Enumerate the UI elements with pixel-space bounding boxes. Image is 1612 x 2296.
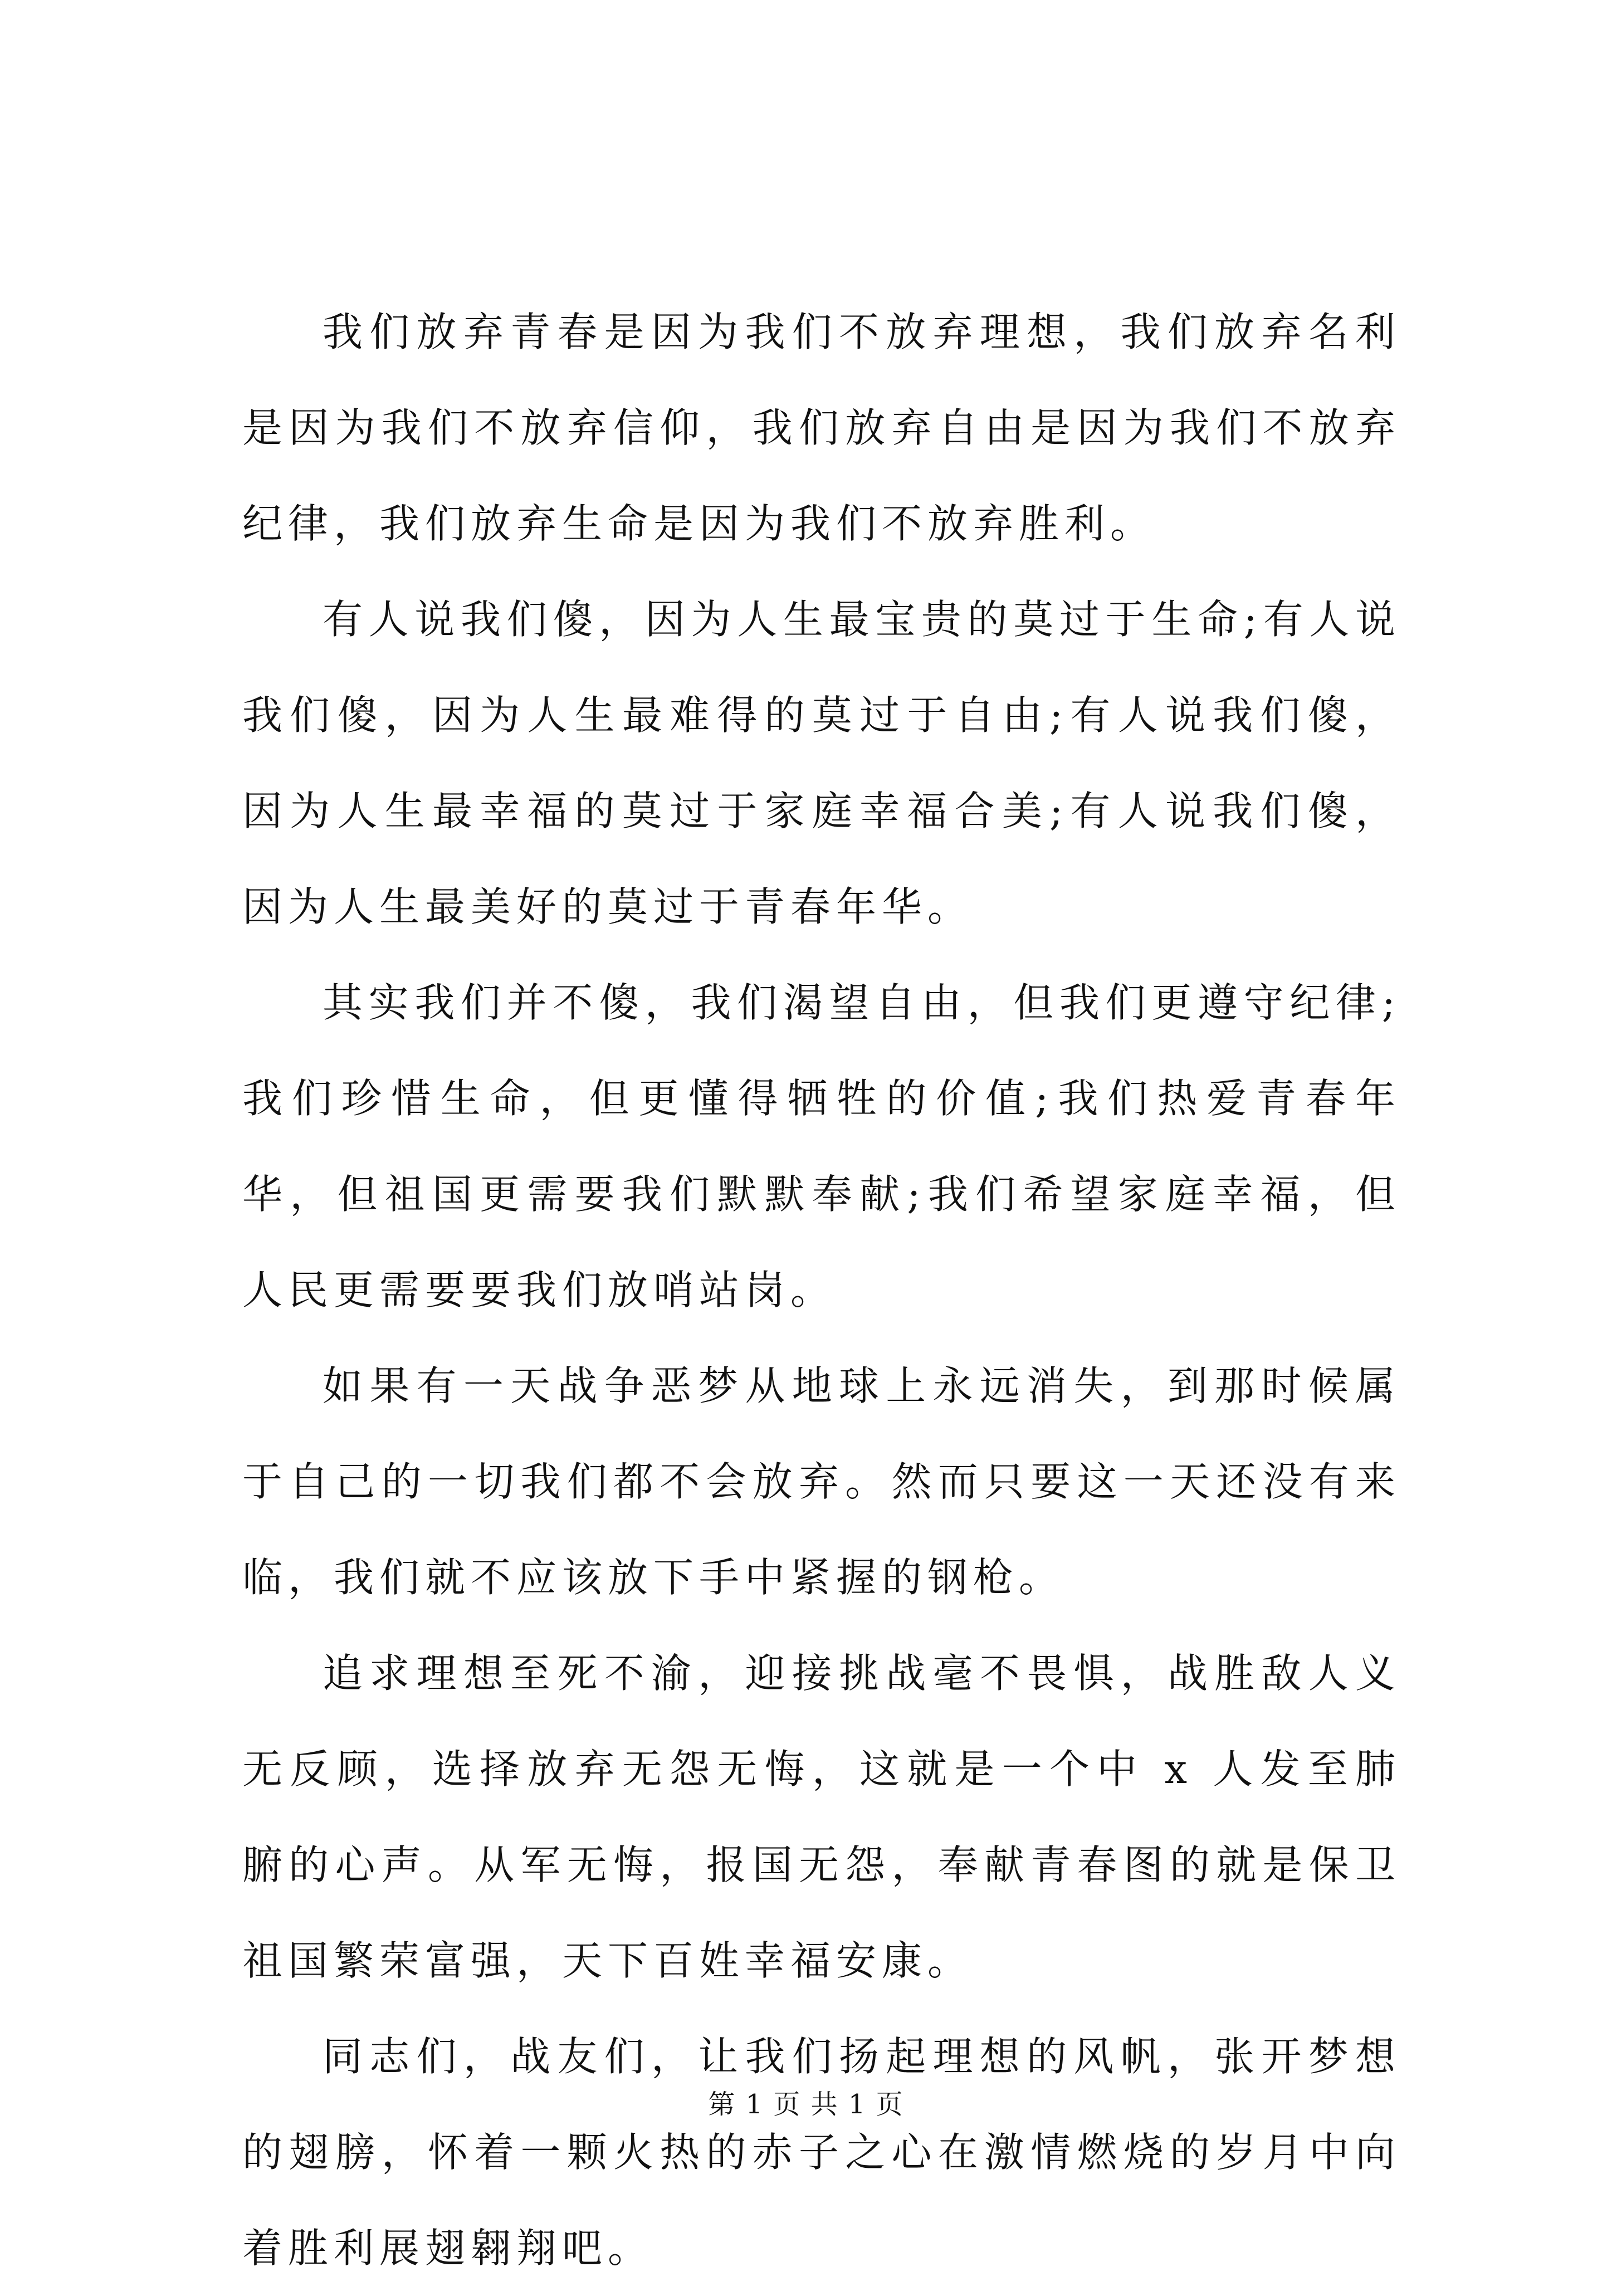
page-footer: 第 1 页 共 1 页 [708,2089,904,2120]
paragraph-4: 如果有一天战争恶梦从地球上永远消失，到那时候属于自己的一切我们都不会放弃。然而只要这一天还没有来临，我们就不应该放下手中紧握的钢枪。 [242,1362,1401,1601]
paragraph-5: 追求理想至死不渝，迎接挑战毫不畏惧，战胜敌人义无反顾，选择放弃无怨无悔，这就是一个中 x 人发至肺腑的心声。从军无悔，报国无怨，奉献青春图的就是保卫祖国繁荣富强，天下百姓幸福安康。 [242,1650,1401,1984]
paragraph-3: 其实我们并不傻，我们渴望自由，但我们更遵守纪律;我们珍惜生命，但更懂得牺牲的价值;我们热爱青春年华，但祖国更需要我们默默奉献;我们希望家庭幸福，但人民更需要要我们放哨站岗。 [242,979,1401,1313]
paragraph-1: 我们放弃青春是因为我们不放弃理想，我们放弃名利是因为我们不放弃信仰，我们放弃自由是因为我们不放弃纪律，我们放弃生命是因为我们不放弃胜利。 [242,309,1401,547]
paragraph-2: 有人说我们傻，因为人生最宝贵的莫过于生命;有人说我们傻，因为人生最难得的莫过于自由;有人说我们傻，因为人生最幸福的莫过于家庭幸福合美;有人说我们傻，因为人生最美好的莫过于青春年华。 [242,596,1401,930]
paragraph-6: 同志们，战友们，让我们扬起理想的风帆，张开梦想的翅膀，怀着一颗火热的赤子之心在激情燃烧的岁月中向着胜利展翅翱翔吧。 [242,2033,1401,2271]
document-body [242,284,1401,2296]
